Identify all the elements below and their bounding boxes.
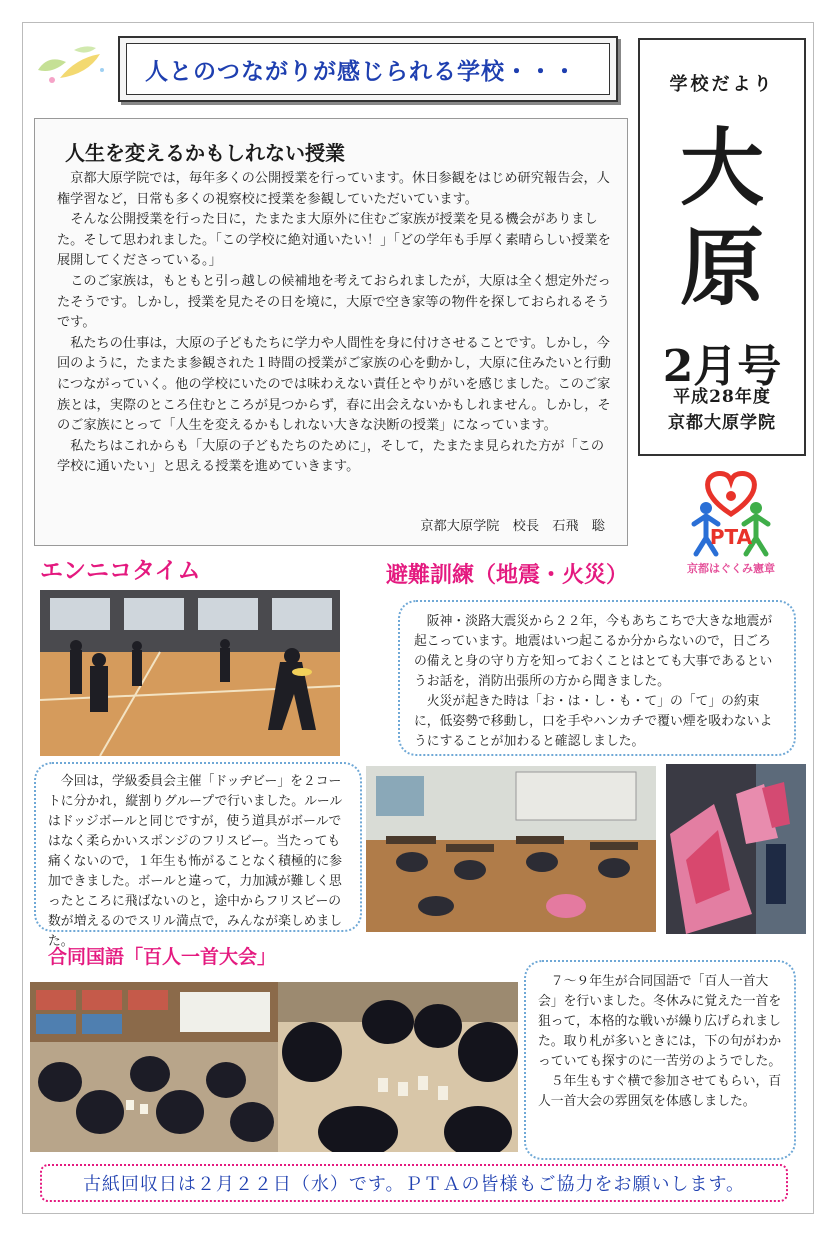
newsletter-label: 学校だより <box>669 74 775 95</box>
footer-notice: 古紙回収日は２月２２日（水）です。ＰＴＡの皆様もご協力をお願いします。 <box>82 1174 746 1195</box>
section-title-ennico: エンニコタイム <box>40 558 201 584</box>
photo-karuta-closeup <box>278 982 518 1152</box>
footer-notice-box <box>40 1164 788 1202</box>
fiscal-year: 平成28年度 <box>673 387 771 407</box>
principal-article <box>34 118 628 546</box>
article-paragraph: 私たちはこれからも「大原の子どもたちのために」，そして，たまたま見られた方が「この学校に通いたい」と思える授業を進めていきます。 <box>57 438 605 475</box>
article-paragraph: そんな公開授業を行った日に，たまたま大原外に住むご家族が授業を見る機会がありました。そして思われました。「この学校に絶対通いたい！」「どの学年も手厚く素晴らしい授業を展開してくださっている。」 <box>57 212 611 269</box>
drill-text-box <box>398 600 796 756</box>
article-paragraph: 私たちの仕事は，大原の子どもたちに学力や人間性を身に付けさせることです。しかし，今回のように，たまたま参観された１時間の授業がご家族の心を動かし，大原に住みたいと行動につながっていく。他の学校にいたのでは味わえない責任とやりがいを感じました。このご家族とは，実際のところ住むところが見つからず，春に出会えないかもしれません。しかし，そのご家族にとって「人生を変えるかもしれない大きな決断の授業」になっています。 <box>57 335 611 434</box>
pta-logo-text: PTA <box>709 525 753 549</box>
karuta-paragraph: ７～９年生が合同国語で「百人一首大会」を行いました。冬休みに覚えた一首を狙って，本格的な戦いが繰り広げられました。取り札が多いときには，下の句がわかっていても探すのに一苦労のようでした。 <box>538 974 782 1069</box>
masthead-title-char-1: 大 <box>679 118 764 217</box>
karuta-paragraph: ５年生もすぐ横で参加させてもらい，百人一首大会の雰囲気を体感しました。 <box>538 1074 782 1109</box>
article-title: 人生を変えるかもしれない授業 <box>65 141 345 165</box>
photo-drill-classroom <box>366 766 656 932</box>
ennico-text: 今回は，学級委員会主催「ドッヂビー」を２コートに分かれ，縦割りグループで行いました。ルールはドッジボールと同じですが，使う道具がボールではなく柔らかいスポンジのフリスビー。当たっても痛くないので，１年生も怖がることなく積極的に参加できました。ボールと違って，力加減が難しく思ったところに飛ばないのと，途中からフリスビーの数が増えるのでスリル満点で，みんなが楽しめました。 <box>48 774 343 949</box>
article-paragraph: 京都大原学院では，毎年多くの公開授業を行っています。休日参観をはじめ研究報告会，人権学習など，日常も多くの視察校に授業を参観していただいています。 <box>57 171 610 207</box>
masthead <box>638 38 806 456</box>
drill-paragraph: 火災が起きた時は「お・は・し・も・て」の「て」の約束に，低姿勢で移動し，口を手やハンカチで覆い煙を吸わないようにすることが加わると確認しました。 <box>414 694 773 749</box>
pta-heart-logo-icon <box>676 464 786 560</box>
banner-text: 人とのつながりが感じられる学校・・・ <box>126 43 610 95</box>
photo-dodgebee <box>40 590 340 756</box>
header-banner <box>118 36 618 102</box>
leaf-sparkle-icon <box>30 40 112 90</box>
karuta-text-box <box>524 960 796 1160</box>
masthead-title-char-2: 原 <box>679 218 764 317</box>
charter-label: 京都はぐくみ憲章 <box>687 562 775 575</box>
photo-karuta-library <box>30 982 278 1152</box>
ennico-text-box <box>34 762 362 949</box>
issue-month: 2月号 <box>662 341 782 392</box>
section-title-karuta: 合同国語「百人一首大会」 <box>48 946 277 968</box>
drill-paragraph: 阪神・淡路大震災から２２年，今もあちこちで大きな地震が起こっています。地震はいつ起こるか分からないので，日ごろの備えと身の守り方を知っておくことはとても大事であるというお話を，消防出張所の方から聞きました。 <box>414 614 773 689</box>
article-paragraph: このご家族は，もともと引っ越しの候補地を考えておられましたが，大原は全く想定外だったそうです。しかし，授業を見たその日を境に，大原で空き家等の物件を探しておられるそうです。 <box>57 273 611 331</box>
article-body <box>57 169 617 478</box>
article-signature: 京都大原学院 校長 石飛 聡 <box>420 519 605 534</box>
photo-hoods <box>666 764 806 934</box>
charter-logo <box>676 464 786 576</box>
section-title-drill: 避難訓練（地震・火災） <box>386 563 629 588</box>
school-name: 京都大原学院 <box>668 413 776 433</box>
